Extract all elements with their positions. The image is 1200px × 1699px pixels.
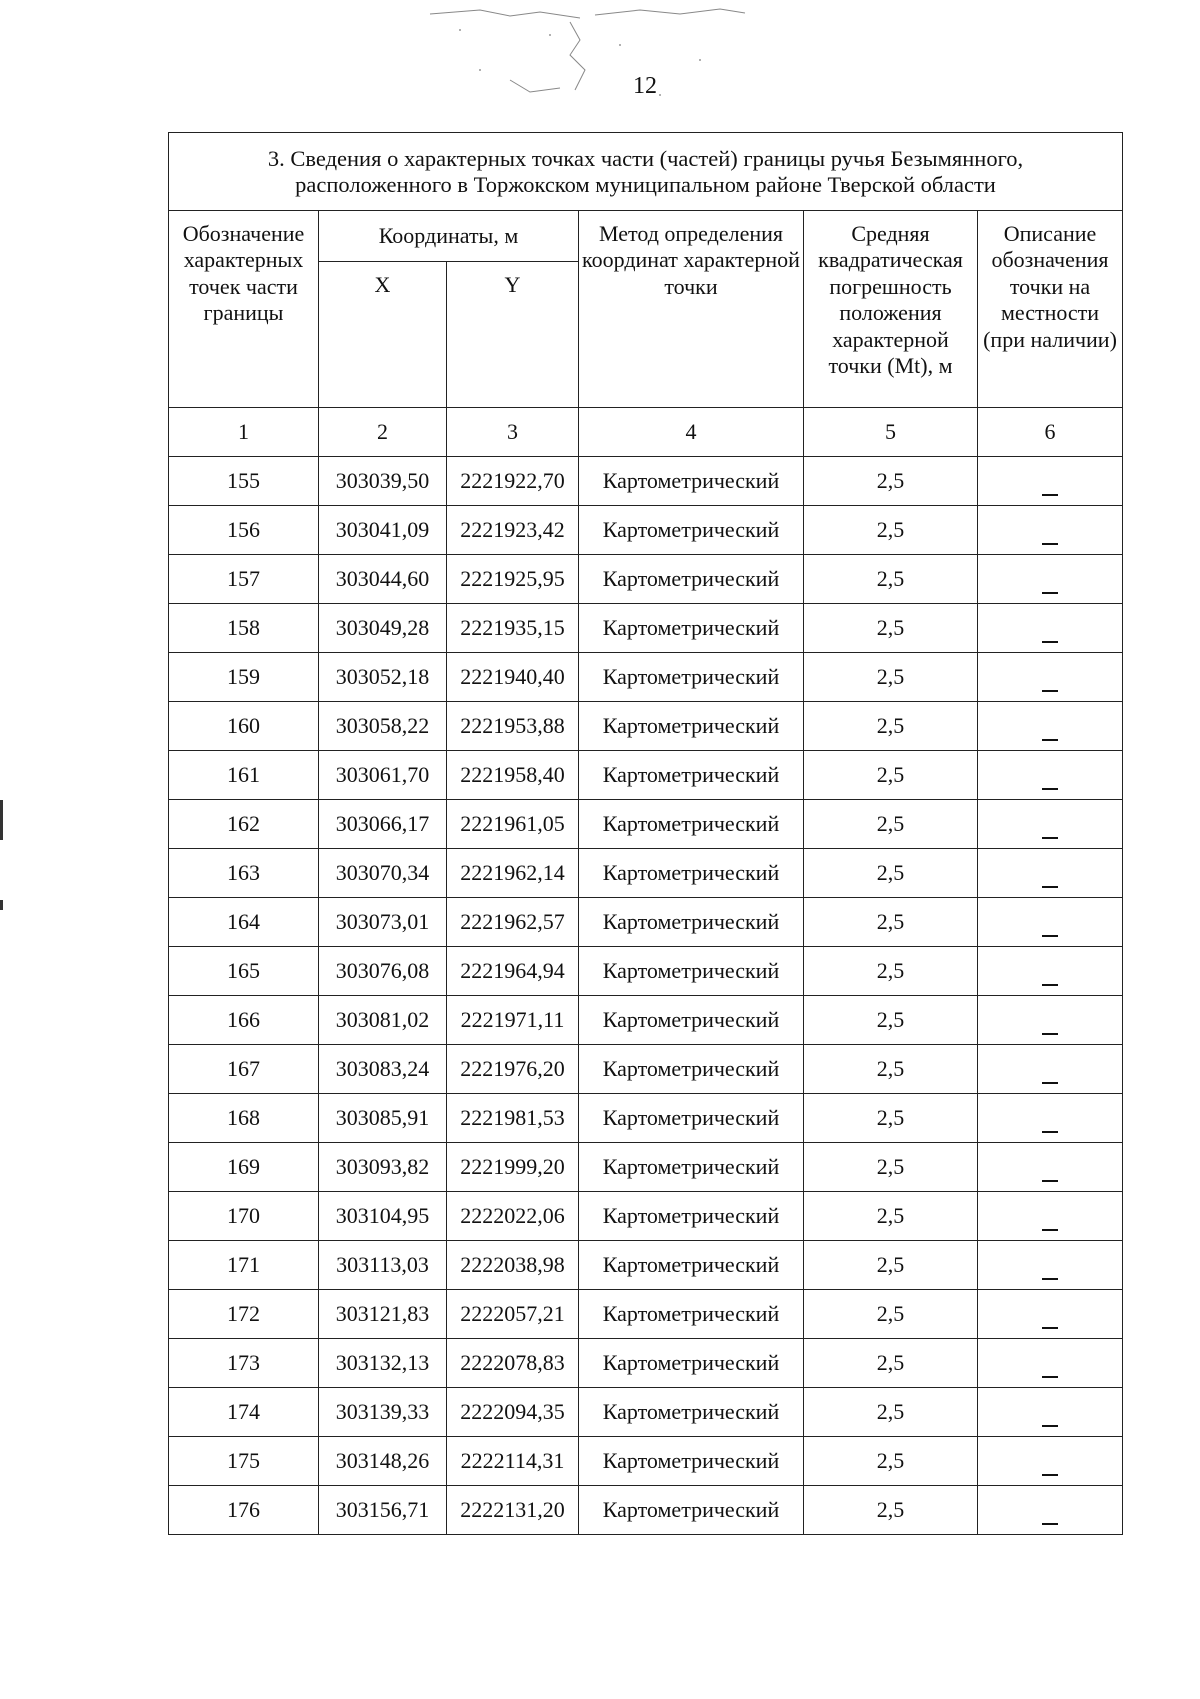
- method-cell: Картометрический: [579, 1241, 804, 1290]
- table-row: [169, 751, 1123, 800]
- dash-mark: [1042, 739, 1058, 741]
- x-coordinate-cell: 303121,83: [319, 1290, 447, 1339]
- error-cell: 2,5: [804, 996, 978, 1045]
- method-cell: Картометрический: [579, 1094, 804, 1143]
- point-id-cell: 166: [169, 996, 319, 1045]
- point-id-cell: 165: [169, 947, 319, 996]
- dash-mark: [1042, 641, 1058, 643]
- dash-mark: [1042, 886, 1058, 888]
- point-id-cell: 176: [169, 1486, 319, 1535]
- table-row: [169, 1143, 1123, 1192]
- table-title-line-2: расположенного в Торжокском муниципальном районе Тверской области: [295, 171, 996, 197]
- x-coordinate-cell: 303049,28: [319, 604, 447, 653]
- description-cell: [978, 947, 1123, 996]
- y-coordinate-cell: 2221935,15: [447, 604, 579, 653]
- y-coordinate-cell: 2221999,20: [447, 1143, 579, 1192]
- x-coordinate-cell: 303044,60: [319, 555, 447, 604]
- column-number: 5: [804, 408, 978, 457]
- x-coordinate-cell: 303076,08: [319, 947, 447, 996]
- column-number: 6: [978, 408, 1123, 457]
- table-row: [169, 1241, 1123, 1290]
- table-row: [169, 849, 1123, 898]
- table-title: [169, 133, 1123, 211]
- point-id-cell: 161: [169, 751, 319, 800]
- method-cell: Картометрический: [579, 1290, 804, 1339]
- x-coordinate-cell: 303132,13: [319, 1339, 447, 1388]
- error-cell: 2,5: [804, 653, 978, 702]
- x-coordinate-cell: 303058,22: [319, 702, 447, 751]
- y-coordinate-cell: 2222038,98: [447, 1241, 579, 1290]
- dash-mark: [1042, 1425, 1058, 1427]
- y-coordinate-cell: 2221925,95: [447, 555, 579, 604]
- table-row: [169, 1290, 1123, 1339]
- dash-mark: [1042, 1523, 1058, 1525]
- error-cell: 2,5: [804, 1045, 978, 1094]
- column-number: 4: [579, 408, 804, 457]
- method-cell: Картометрический: [579, 1143, 804, 1192]
- error-cell: 2,5: [804, 1192, 978, 1241]
- x-coordinate-cell: 303113,03: [319, 1241, 447, 1290]
- description-cell: [978, 604, 1123, 653]
- description-cell: [978, 1339, 1123, 1388]
- point-id-cell: 172: [169, 1290, 319, 1339]
- point-id-cell: 169: [169, 1143, 319, 1192]
- dash-mark: [1042, 1131, 1058, 1133]
- y-coordinate-cell: 2221953,88: [447, 702, 579, 751]
- table-row: [169, 457, 1123, 506]
- error-cell: 2,5: [804, 898, 978, 947]
- error-cell: 2,5: [804, 947, 978, 996]
- dash-mark: [1042, 788, 1058, 790]
- y-coordinate-cell: 2222131,20: [447, 1486, 579, 1535]
- column-number: 2: [319, 408, 447, 457]
- point-id-cell: 171: [169, 1241, 319, 1290]
- table-row: [169, 1339, 1123, 1388]
- table-row: [169, 702, 1123, 751]
- error-cell: 2,5: [804, 849, 978, 898]
- error-cell: 2,5: [804, 1143, 978, 1192]
- description-cell: [978, 898, 1123, 947]
- y-coordinate-cell: 2222078,83: [447, 1339, 579, 1388]
- point-id-cell: 167: [169, 1045, 319, 1094]
- y-coordinate-cell: 2221940,40: [447, 653, 579, 702]
- point-id-cell: 157: [169, 555, 319, 604]
- description-cell: [978, 849, 1123, 898]
- header-point: Обозначение характерных точек части границы: [169, 211, 319, 408]
- error-cell: 2,5: [804, 1094, 978, 1143]
- description-cell: [978, 1241, 1123, 1290]
- scan-margin-mark: [0, 900, 3, 910]
- header-method: Метод определения координат характерной точки: [579, 211, 804, 408]
- table-row: [169, 1045, 1123, 1094]
- method-cell: Картометрический: [579, 1388, 804, 1437]
- x-coordinate-cell: 303156,71: [319, 1486, 447, 1535]
- point-id-cell: 168: [169, 1094, 319, 1143]
- table-row: [169, 1388, 1123, 1437]
- x-coordinate-cell: 303085,91: [319, 1094, 447, 1143]
- error-cell: 2,5: [804, 1241, 978, 1290]
- table-row: [169, 604, 1123, 653]
- description-cell: [978, 702, 1123, 751]
- method-cell: Картометрический: [579, 996, 804, 1045]
- dash-mark: [1042, 494, 1058, 496]
- y-coordinate-cell: 2222114,31: [447, 1437, 579, 1486]
- x-coordinate-cell: 303073,01: [319, 898, 447, 947]
- description-cell: [978, 1045, 1123, 1094]
- point-id-cell: 164: [169, 898, 319, 947]
- error-cell: 2,5: [804, 457, 978, 506]
- method-cell: Картометрический: [579, 751, 804, 800]
- dash-mark: [1042, 543, 1058, 545]
- method-cell: Картометрический: [579, 898, 804, 947]
- dash-mark: [1042, 592, 1058, 594]
- error-cell: 2,5: [804, 702, 978, 751]
- error-cell: 2,5: [804, 555, 978, 604]
- dash-mark: [1042, 1327, 1058, 1329]
- dash-mark: [1042, 690, 1058, 692]
- error-cell: 2,5: [804, 1437, 978, 1486]
- table-row: [169, 898, 1123, 947]
- point-id-cell: 158: [169, 604, 319, 653]
- header-coordinates: Координаты, м: [319, 211, 579, 262]
- table-row: [169, 996, 1123, 1045]
- description-cell: [978, 1094, 1123, 1143]
- description-cell: [978, 800, 1123, 849]
- error-cell: 2,5: [804, 506, 978, 555]
- method-cell: Картометрический: [579, 555, 804, 604]
- point-id-cell: 160: [169, 702, 319, 751]
- method-cell: Картометрический: [579, 653, 804, 702]
- method-cell: Картометрический: [579, 506, 804, 555]
- description-cell: [978, 996, 1123, 1045]
- method-cell: Картометрический: [579, 1339, 804, 1388]
- description-cell: [978, 1143, 1123, 1192]
- page-number: 12: [633, 73, 657, 99]
- scan-margin-mark: [0, 800, 3, 840]
- table-row: [169, 1094, 1123, 1143]
- error-cell: 2,5: [804, 1388, 978, 1437]
- description-cell: [978, 751, 1123, 800]
- dash-mark: [1042, 1229, 1058, 1231]
- x-coordinate-cell: 303139,33: [319, 1388, 447, 1437]
- point-id-cell: 173: [169, 1339, 319, 1388]
- y-coordinate-cell: 2222094,35: [447, 1388, 579, 1437]
- table-row: [169, 555, 1123, 604]
- x-coordinate-cell: 303041,09: [319, 506, 447, 555]
- error-cell: 2,5: [804, 1486, 978, 1535]
- dash-mark: [1042, 1180, 1058, 1182]
- point-id-cell: 174: [169, 1388, 319, 1437]
- x-coordinate-cell: 303061,70: [319, 751, 447, 800]
- x-coordinate-cell: 303052,18: [319, 653, 447, 702]
- table-title-line-1: 3. Сведения о характерных точках части (частей) границы ручья Безымянного,: [267, 145, 1024, 171]
- description-cell: [978, 555, 1123, 604]
- point-id-cell: 175: [169, 1437, 319, 1486]
- y-coordinate-cell: 2221961,05: [447, 800, 579, 849]
- dash-mark: [1042, 984, 1058, 986]
- description-cell: [978, 1290, 1123, 1339]
- header-description: Описание обозначения точки на местности (при наличии): [978, 211, 1123, 408]
- error-cell: 2,5: [804, 1290, 978, 1339]
- error-cell: 2,5: [804, 751, 978, 800]
- x-coordinate-cell: 303081,02: [319, 996, 447, 1045]
- y-coordinate-cell: 2221962,14: [447, 849, 579, 898]
- method-cell: Картометрический: [579, 947, 804, 996]
- dash-mark: [1042, 1082, 1058, 1084]
- method-cell: Картометрический: [579, 1045, 804, 1094]
- header-y: Y: [447, 262, 579, 408]
- table-row: [169, 1486, 1123, 1535]
- y-coordinate-cell: 2221922,70: [447, 457, 579, 506]
- x-coordinate-cell: 303104,95: [319, 1192, 447, 1241]
- table-row: [169, 947, 1123, 996]
- method-cell: Картометрический: [579, 604, 804, 653]
- point-id-cell: 170: [169, 1192, 319, 1241]
- point-id-cell: 155: [169, 457, 319, 506]
- dash-mark: [1042, 1278, 1058, 1280]
- x-coordinate-cell: 303093,82: [319, 1143, 447, 1192]
- dash-mark: [1042, 935, 1058, 937]
- point-id-cell: 159: [169, 653, 319, 702]
- x-coordinate-cell: 303070,34: [319, 849, 447, 898]
- method-cell: Картометрический: [579, 457, 804, 506]
- error-cell: 2,5: [804, 604, 978, 653]
- y-coordinate-cell: 2221981,53: [447, 1094, 579, 1143]
- method-cell: Картометрический: [579, 1486, 804, 1535]
- description-cell: [978, 1388, 1123, 1437]
- column-numbers-row: [169, 408, 1123, 457]
- point-id-cell: 162: [169, 800, 319, 849]
- table-body: [169, 457, 1123, 1535]
- table-row: [169, 506, 1123, 555]
- method-cell: Картометрический: [579, 1192, 804, 1241]
- y-coordinate-cell: 2221964,94: [447, 947, 579, 996]
- x-coordinate-cell: 303039,50: [319, 457, 447, 506]
- error-cell: 2,5: [804, 1339, 978, 1388]
- point-id-cell: 156: [169, 506, 319, 555]
- y-coordinate-cell: 2221958,40: [447, 751, 579, 800]
- method-cell: Картометрический: [579, 1437, 804, 1486]
- table-row: [169, 1437, 1123, 1486]
- y-coordinate-cell: 2221962,57: [447, 898, 579, 947]
- x-coordinate-cell: 303148,26: [319, 1437, 447, 1486]
- column-number: 3: [447, 408, 579, 457]
- method-cell: Картометрический: [579, 800, 804, 849]
- dash-mark: [1042, 1474, 1058, 1476]
- header-x: X: [319, 262, 447, 408]
- dash-mark: [1042, 1376, 1058, 1378]
- description-cell: [978, 1437, 1123, 1486]
- header-error: Средняя квадратическая погрешность положения характерной точки (Mt), м: [804, 211, 978, 408]
- table-row: [169, 800, 1123, 849]
- y-coordinate-cell: 2221976,20: [447, 1045, 579, 1094]
- description-cell: [978, 506, 1123, 555]
- y-coordinate-cell: 2221971,11: [447, 996, 579, 1045]
- table-row: [169, 1192, 1123, 1241]
- method-cell: Картометрический: [579, 702, 804, 751]
- x-coordinate-cell: 303083,24: [319, 1045, 447, 1094]
- x-coordinate-cell: 303066,17: [319, 800, 447, 849]
- description-cell: [978, 1192, 1123, 1241]
- y-coordinate-cell: 2221923,42: [447, 506, 579, 555]
- dash-mark: [1042, 1033, 1058, 1035]
- point-id-cell: 163: [169, 849, 319, 898]
- method-cell: Картометрический: [579, 849, 804, 898]
- y-coordinate-cell: 2222057,21: [447, 1290, 579, 1339]
- dash-mark: [1042, 837, 1058, 839]
- column-number: 1: [169, 408, 319, 457]
- boundary-points-table: [168, 132, 1123, 1535]
- description-cell: [978, 1486, 1123, 1535]
- y-coordinate-cell: 2222022,06: [447, 1192, 579, 1241]
- description-cell: [978, 457, 1123, 506]
- error-cell: 2,5: [804, 800, 978, 849]
- description-cell: [978, 653, 1123, 702]
- table-row: [169, 653, 1123, 702]
